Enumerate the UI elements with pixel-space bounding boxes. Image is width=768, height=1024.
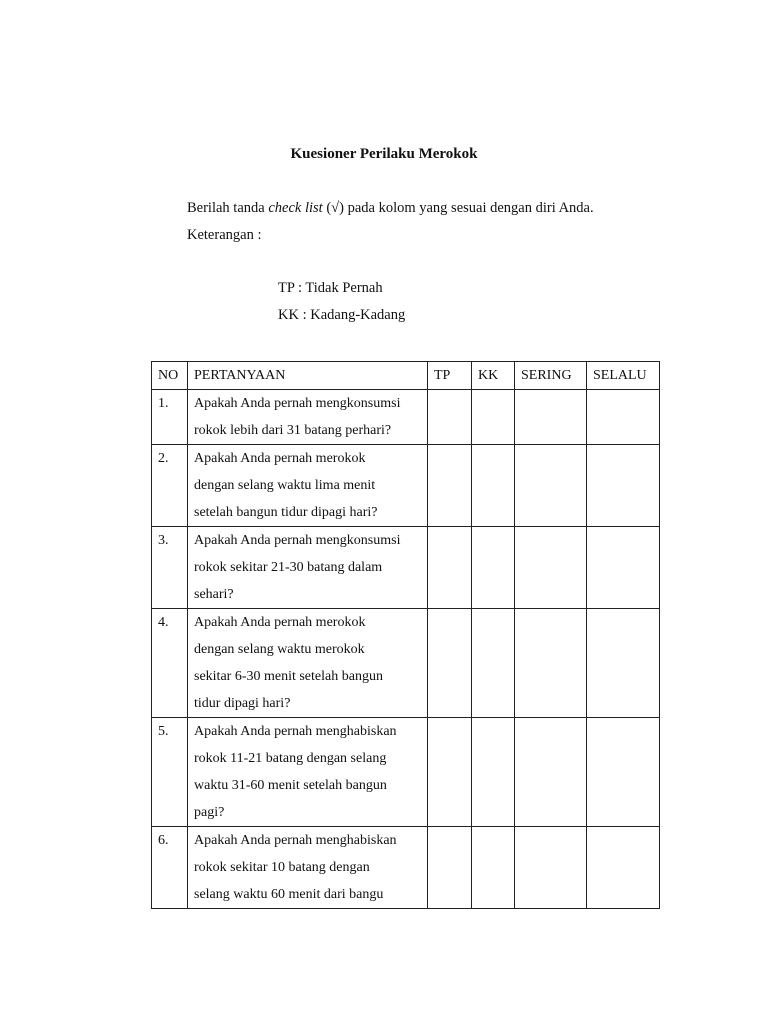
answer-cell-kk[interactable] xyxy=(472,527,515,609)
question-line: Apakah Anda pernah mengkonsumsi xyxy=(194,396,401,411)
instruction-text xyxy=(187,200,594,217)
answer-cell-selalu[interactable] xyxy=(587,390,660,445)
header-pertanyaan: PERTANYAAN xyxy=(188,362,428,390)
header-tp: TP xyxy=(428,362,472,390)
question-line: rokok 11-21 batang dengan selang xyxy=(194,751,387,766)
question-line: Apakah Anda pernah mengkonsumsi xyxy=(194,533,401,548)
answer-cell-sering[interactable] xyxy=(515,445,587,527)
instruction-italic: check list xyxy=(268,200,323,216)
question-line: Apakah Anda pernah merokok xyxy=(194,615,366,630)
table-row xyxy=(152,445,660,527)
legend-tp: TP : Tidak Pernah xyxy=(278,280,383,296)
table-row xyxy=(152,390,660,445)
answer-cell-tp[interactable] xyxy=(428,445,472,527)
question-text xyxy=(188,718,428,827)
answer-cell-selalu[interactable] xyxy=(587,527,660,609)
header-sering: SERING xyxy=(515,362,587,390)
answer-cell-kk[interactable] xyxy=(472,718,515,827)
answer-cell-sering[interactable] xyxy=(515,527,587,609)
row-number: 1. xyxy=(152,390,188,445)
question-line: Apakah Anda pernah menghabiskan xyxy=(194,833,397,848)
header-selalu: SELALU xyxy=(587,362,660,390)
question-line: rokok sekitar 21-30 batang dalam xyxy=(194,560,383,575)
question-line: setelah bangun tidur dipagi hari? xyxy=(194,505,378,520)
question-line: dengan selang waktu lima menit xyxy=(194,478,376,493)
legend-kk: KK : Kadang-Kadang xyxy=(278,307,406,323)
answer-cell-selalu[interactable] xyxy=(587,827,660,909)
header-no: NO xyxy=(152,362,188,390)
question-line: selang waktu 60 menit dari bangu xyxy=(194,887,384,902)
question-text xyxy=(188,390,428,445)
answer-cell-selalu[interactable] xyxy=(587,445,660,527)
question-line: sekitar 6-30 menit setelah bangun xyxy=(194,669,383,684)
table-row xyxy=(152,527,660,609)
row-number: 4. xyxy=(152,609,188,718)
question-text xyxy=(188,827,428,909)
answer-cell-sering[interactable] xyxy=(515,390,587,445)
table-row xyxy=(152,609,660,718)
row-number: 3. xyxy=(152,527,188,609)
question-line: rokok lebih dari 31 batang perhari? xyxy=(194,423,392,438)
header-kk: KK xyxy=(472,362,515,390)
question-text xyxy=(188,445,428,527)
answer-cell-kk[interactable] xyxy=(472,827,515,909)
instruction-prefix: Berilah tanda xyxy=(187,200,269,216)
answer-cell-sering[interactable] xyxy=(515,609,587,718)
question-line: tidur dipagi hari? xyxy=(194,696,291,711)
row-number: 6. xyxy=(152,827,188,909)
answer-cell-kk[interactable] xyxy=(472,445,515,527)
answer-cell-tp[interactable] xyxy=(428,718,472,827)
answer-cell-kk[interactable] xyxy=(472,609,515,718)
question-line: Apakah Anda pernah merokok xyxy=(194,451,366,466)
table-row xyxy=(152,718,660,827)
answer-cell-selalu[interactable] xyxy=(587,609,660,718)
question-line: dengan selang waktu merokok xyxy=(194,642,365,657)
question-line: waktu 31-60 menit setelah bangun xyxy=(194,778,387,793)
answer-cell-kk[interactable] xyxy=(472,390,515,445)
questionnaire-table xyxy=(151,361,660,909)
table-header-row xyxy=(152,362,660,390)
table-row xyxy=(152,827,660,909)
question-line: sehari? xyxy=(194,587,234,602)
answer-cell-tp[interactable] xyxy=(428,827,472,909)
answer-cell-tp[interactable] xyxy=(428,390,472,445)
row-number: 5. xyxy=(152,718,188,827)
question-line: pagi? xyxy=(194,805,225,820)
answer-cell-selalu[interactable] xyxy=(587,718,660,827)
keterangan-label: Keterangan : xyxy=(187,227,262,243)
answer-cell-sering[interactable] xyxy=(515,718,587,827)
question-text xyxy=(188,527,428,609)
instruction-suffix: (√) pada kolom yang sesuai dengan diri Anda. xyxy=(322,200,594,216)
answer-cell-tp[interactable] xyxy=(428,527,472,609)
page-title: Kuesioner Perilaku Merokok xyxy=(290,146,478,162)
question-text xyxy=(188,609,428,718)
row-number: 2. xyxy=(152,445,188,527)
question-line: rokok sekitar 10 batang dengan xyxy=(194,860,370,875)
answer-cell-tp[interactable] xyxy=(428,609,472,718)
answer-cell-sering[interactable] xyxy=(515,827,587,909)
question-line: Apakah Anda pernah menghabiskan xyxy=(194,724,397,739)
